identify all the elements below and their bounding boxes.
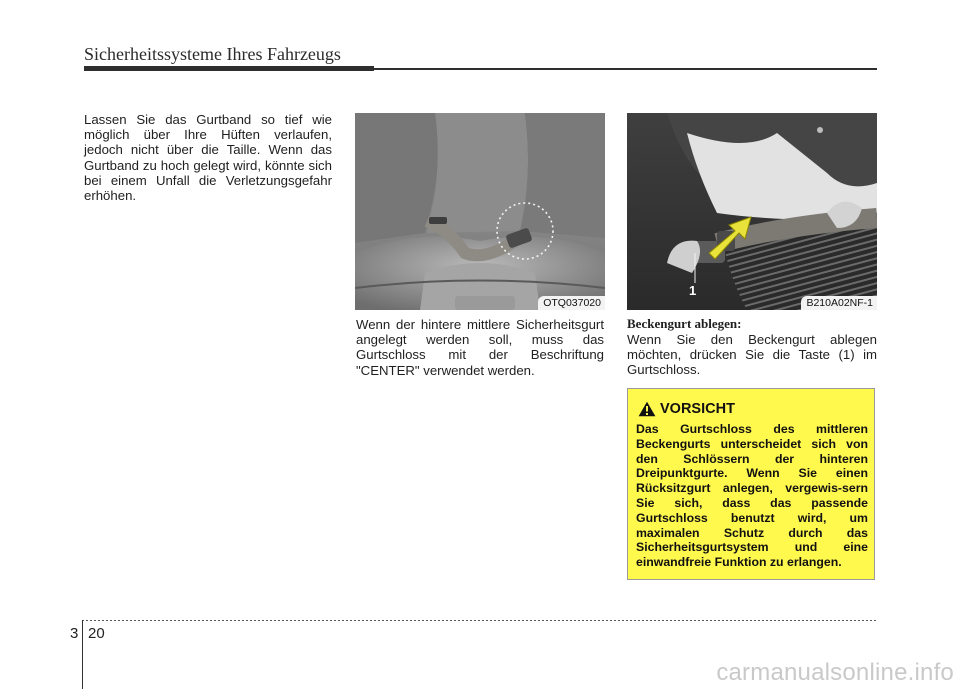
caution-title: VORSICHT <box>660 401 735 417</box>
lap-belt-release-heading: Beckengurt ablegen: <box>627 316 742 331</box>
chapter-number: 3 <box>70 625 79 642</box>
header-rule-line <box>374 68 877 70</box>
center-belt-instruction-text: Wenn der hintere mittlere Sicherheitsgurt angelegt werden soll, muss das Gurtschloss mit der Beschriftung "CENTER" verwendet werden. <box>356 317 604 378</box>
photo-code-label: OTQ037020 <box>538 296 605 310</box>
lap-belt-release-text: Wenn Sie den Beckengurt ablegen möchten, drücken Sie die Taste (1) im Gurtschloss. <box>627 332 877 378</box>
caution-box <box>627 388 875 580</box>
lap-belt-instruction-text: Lassen Sie das Gurtband so tief wie möglich über Ihre Hüften verlaufen, jedoch nicht über die Taille. Wenn das Gurtband zu hoch gelegt wird, könnte sich bei einem Unfall die Verletzungsgefahr erhöhen. <box>84 112 332 204</box>
lap-belt-release-photo <box>627 113 877 310</box>
caution-text: Das Gurtschloss des mittleren Beckengurts unterscheidet sich von den Schlössern der hinteren Dreipunktgurte. Wenn Sie einen Rücksitzgurt anlegen, vergewis-sern Sie sich, dass das passende Gurtschloss benutzt wird, um maximalen Schutz durch das Sicherheitsgurtsystem und eine einwandfreie Funktion zu erlangen. <box>636 422 868 570</box>
photo-code-label: B210A02NF-1 <box>801 296 877 310</box>
page-number-divider <box>82 620 83 689</box>
callout-number-1: 1 <box>689 283 697 298</box>
rear-seat-illustration <box>355 113 605 310</box>
lap-belt-illustration <box>627 113 877 310</box>
header-rule-dark <box>84 66 374 71</box>
site-watermark: carmanualsonline.info <box>716 659 954 686</box>
caution-header <box>638 401 735 417</box>
section-title: Sicherheitssysteme Ihres Fahrzeugs <box>84 44 341 64</box>
warning-triangle-icon <box>638 401 656 417</box>
page-number: 20 <box>88 625 105 642</box>
rear-seat-center-buckle-photo <box>355 113 605 310</box>
footer-dotted-rule <box>82 620 877 621</box>
